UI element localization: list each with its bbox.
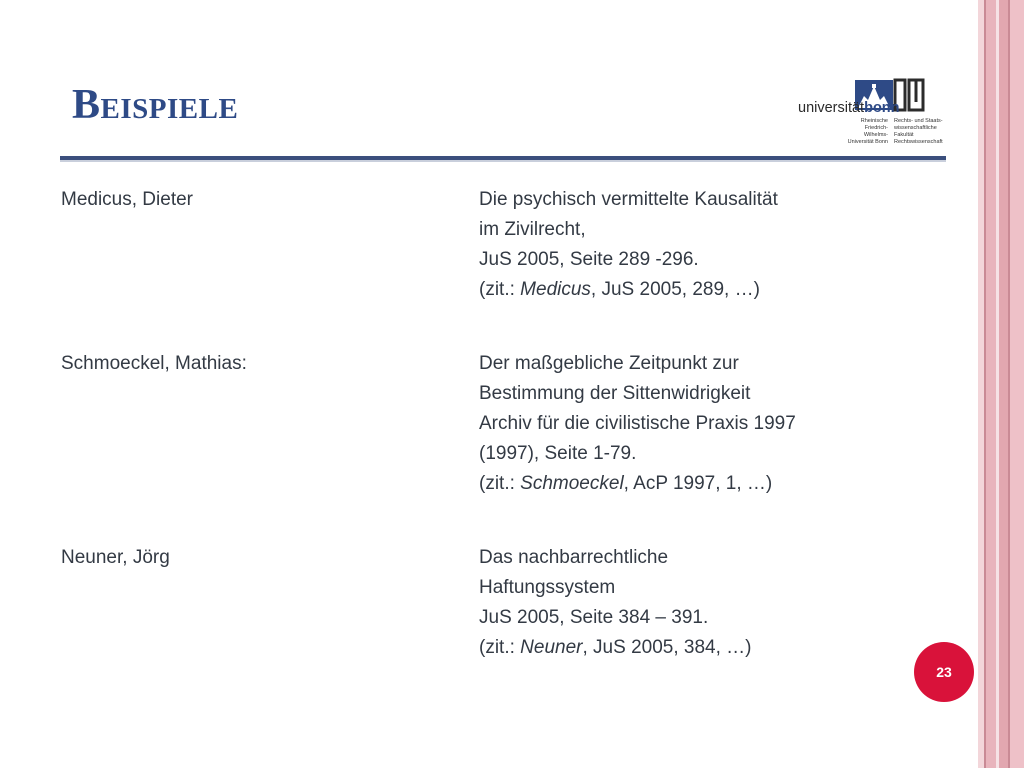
citation-name: Medicus bbox=[520, 279, 591, 300]
entry-reference bbox=[479, 185, 899, 305]
reference-line: Bestimmung der Sittenwidrigkeit bbox=[479, 383, 751, 404]
reference-line: JuS 2005, Seite 384 – 391. bbox=[479, 607, 709, 628]
entry-author: Medicus, Dieter bbox=[61, 189, 193, 210]
citation-line: (zit.: Neuner, JuS 2005, 384, …) bbox=[479, 637, 752, 658]
slide-title: Beispiele bbox=[72, 82, 239, 128]
reference-line: Archiv für die civilistische Praxis 1997 bbox=[479, 413, 796, 434]
citation-name: Neuner bbox=[520, 637, 583, 658]
citation-line: (zit.: Medicus, JuS 2005, 289, …) bbox=[479, 279, 760, 300]
reference-line: Die psychisch vermittelte Kausalität bbox=[479, 189, 778, 210]
title-divider-shadow bbox=[60, 160, 946, 162]
reference-line: (1997), Seite 1-79. bbox=[479, 443, 637, 464]
reference-line: Das nachbarrechtliche bbox=[479, 547, 669, 568]
university-logo bbox=[798, 78, 950, 144]
entry-author: Neuner, Jörg bbox=[61, 547, 170, 568]
citation-name: Schmoeckel bbox=[520, 473, 624, 494]
faculty-name: Rechts- und Staats- wissenschaftliche Fakultät Rechtswissenschaft bbox=[894, 118, 943, 145]
decorative-stripes bbox=[978, 0, 1024, 768]
citation-line: (zit.: Schmoeckel, AcP 1997, 1, …) bbox=[479, 473, 773, 494]
reference-line: im Zivilrecht, bbox=[479, 219, 586, 240]
reference-line: JuS 2005, Seite 289 -296. bbox=[479, 249, 699, 270]
reference-line: Der maßgebliche Zeitpunkt zur bbox=[479, 353, 739, 374]
page-number-badge: 23 bbox=[914, 642, 974, 702]
university-name: Rheinische Friedrich-Wilhelms- Universität Bonn bbox=[847, 118, 888, 145]
reference-line: Haftungssystem bbox=[479, 577, 616, 598]
university-wordmark: universitätbonn bbox=[798, 100, 900, 116]
entry-author: Schmoeckel, Mathias: bbox=[61, 353, 247, 374]
entry-reference bbox=[479, 543, 899, 663]
entry-reference bbox=[479, 349, 899, 499]
